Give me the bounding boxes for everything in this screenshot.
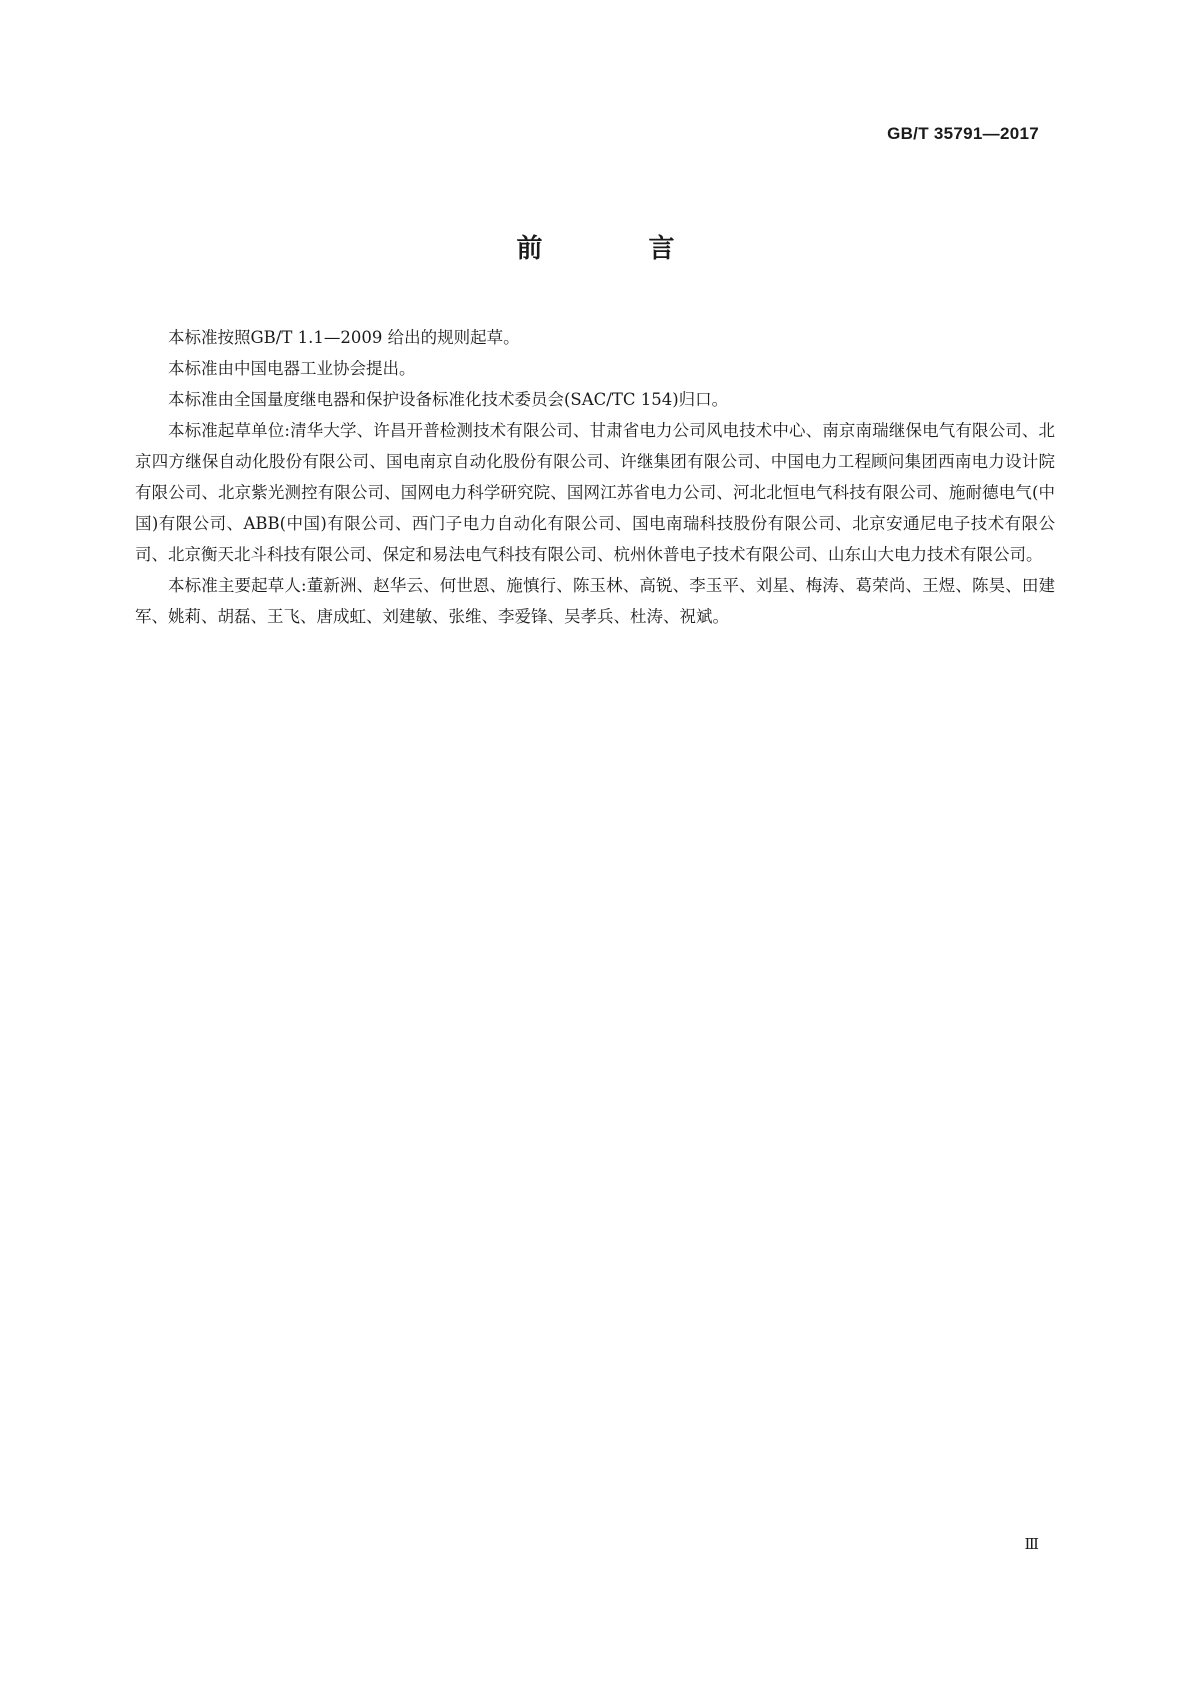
paragraph-proposer: 本标准由中国电器工业协会提出。 — [168, 359, 416, 378]
standard-code: GB/T 35791—2017 — [887, 124, 1039, 143]
paragraph-administrator: 本标准由全国量度继电器和保护设备标准化技术委员会(SAC/TC 154)归口。 — [168, 390, 729, 409]
page-number: Ⅲ — [1024, 1535, 1039, 1553]
paragraph-drafting-units: 本标准起草单位:清华大学、许昌开普检测技术有限公司、甘肃省电力公司风电技术中心、南京南瑞继保电气有限公司、北京四方继保自动化股份有限公司、国电南京自动化股份有限公司、许继集团有限公司、中国电力工程顾问集团西南电力设计院有限公司、北京紫光测控有限公司、国网电力科学研究院、国网江苏省电力公司、河北北恒电气科技有限公司、施耐德电气(中国)有限公司、ABB(中国)有限公司、西门子电力自动化有限公司、国电南瑞科技股份有限公司、北京安通尼电子技术有限公司、北京衡天北斗科技有限公司、保定和易法电气科技有限公司、杭州休普电子技术有限公司、山东山大电力技术有限公司。 — [135, 421, 1055, 564]
paragraph-drafting-rules: 本标准按照GB/T 1.1—2009 给出的规则起草。 — [168, 328, 520, 347]
paragraph-drafters: 本标准主要起草人:董新洲、赵华云、何世恩、施慎行、陈玉林、高锐、李玉平、刘星、梅涛、葛荣尚、王煜、陈昊、田建军、姚莉、胡磊、王飞、唐成虹、刘建敏、张维、李爱锋、吴孝兵、杜涛、祝斌。 — [135, 576, 1055, 626]
foreword-body — [135, 322, 1055, 632]
page-title: 前 言 — [516, 234, 715, 264]
